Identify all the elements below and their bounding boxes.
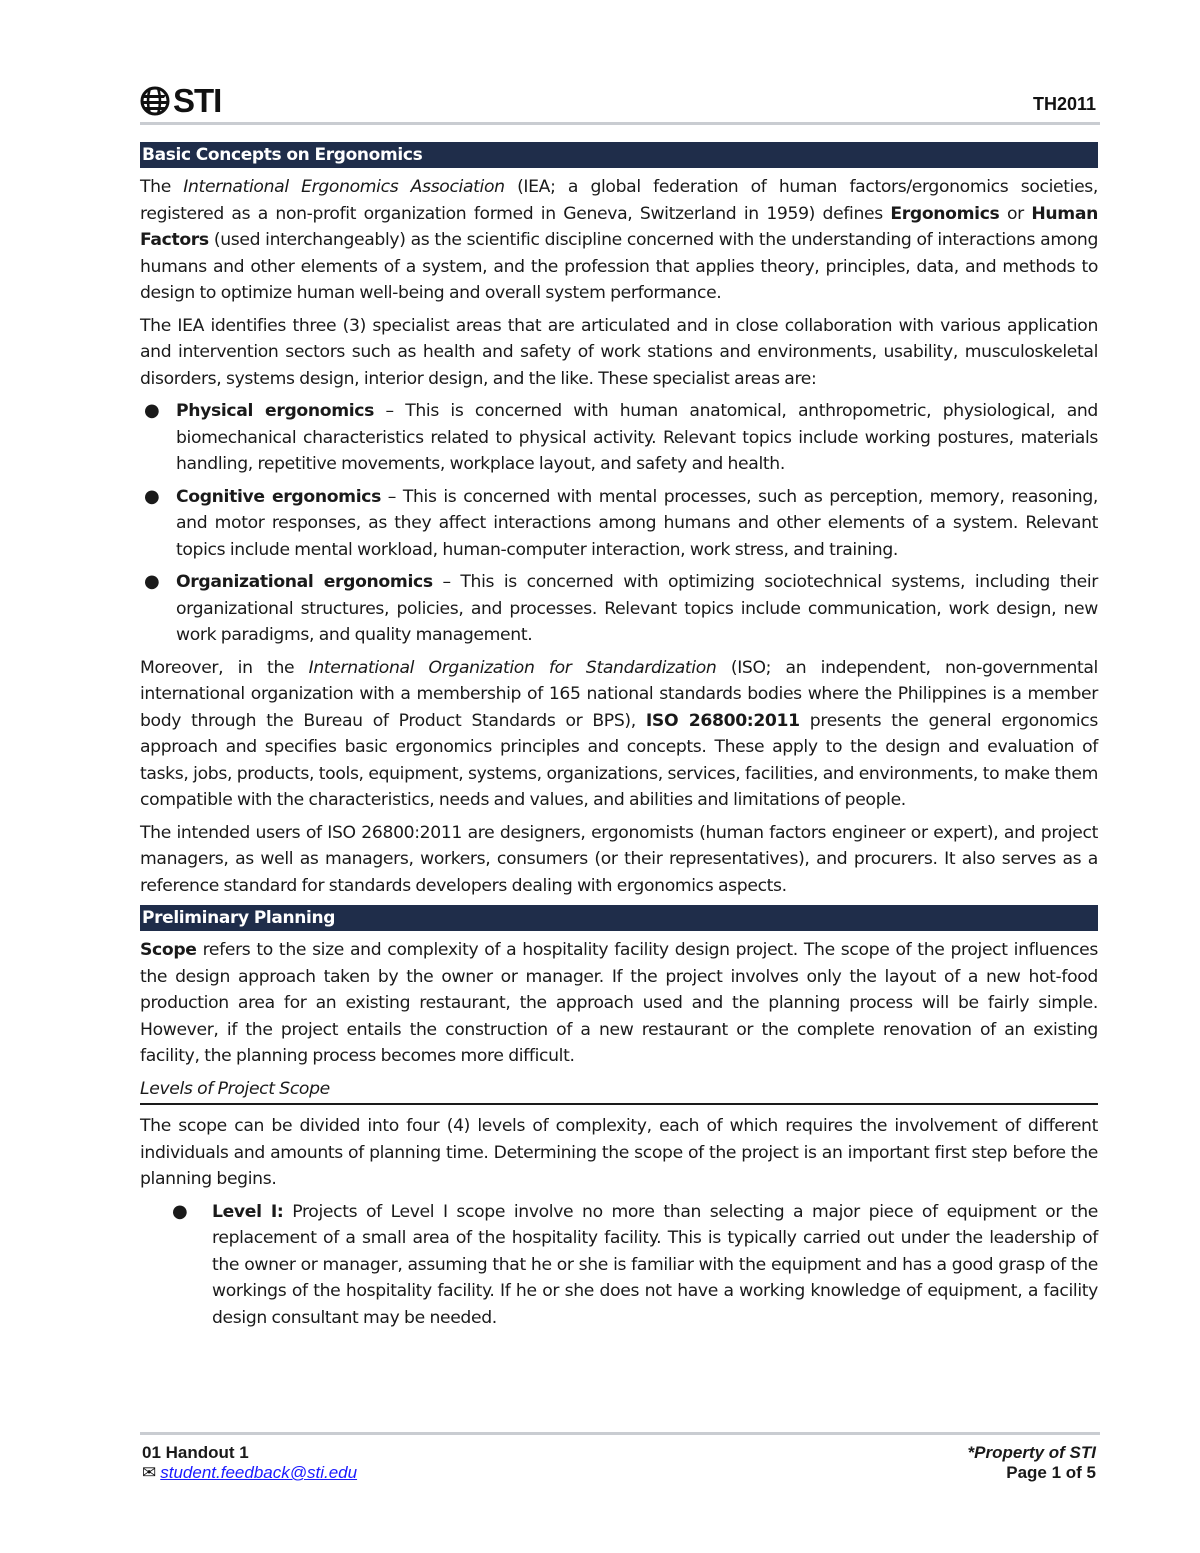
footer-right: [968, 1443, 1096, 1483]
list-item: [140, 484, 1098, 564]
bullet-term: Cognitive ergonomics: [176, 486, 381, 507]
subheading-levels-of-project-scope: Levels of Project Scope: [140, 1076, 1098, 1106]
footer-divider: [140, 1432, 1100, 1435]
list-item: [140, 398, 1098, 478]
text-run: or: [999, 203, 1032, 224]
bullet-text: – This is concerned with human anatomical, anthropometric, physiological, and biomechanical characteristics related to physical activity. Relevant topics include working postures, materials handling, repetitive movements, workplace layout, and safety and health.: [176, 401, 1098, 474]
iso-name: International Organization for Standardization: [308, 657, 717, 678]
section-heading-basic-concepts: Basic Concepts on Ergonomics: [140, 142, 1098, 168]
logo-text: STI: [173, 82, 222, 119]
sti-logo: [140, 84, 221, 118]
specialist-areas-list: [140, 398, 1098, 649]
bullet-text: – This is concerned with mental processes, such as perception, memory, reasoning, and motor responses, as they affect interactions among humans and other elements of a system. Relevant topics include mental workload, human-computer interaction, work stress, and training.: [176, 486, 1098, 560]
bullet-text: – This is concerned with optimizing sociotechnical systems, including their organizational structures, policies, and processes. Relevant topics include communication, work design, new work paradigms, and quality management.: [176, 572, 1098, 645]
page-footer: [140, 1443, 1100, 1483]
handout-label: 01 Handout 1: [142, 1443, 249, 1462]
bullet-icon: ●: [144, 571, 160, 592]
text-run: Moreover, in the: [140, 657, 309, 678]
globe-icon: [140, 85, 170, 117]
paragraph-intended-users: The intended users of ISO 26800:2011 are designers, ergonomists (human factors engineer or expert), and project managers, as well as managers, workers, consumers (or their representatives), and procurers. It also serves as a reference standard for standards developers dealing with ergonomics aspects.: [140, 822, 1098, 896]
feedback-email-link[interactable]: student.feedback@sti.edu: [160, 1463, 358, 1482]
scope-levels-list: [140, 1199, 1098, 1332]
bullet-icon: ●: [144, 400, 160, 421]
paragraph-scope: [140, 937, 1098, 1070]
paragraph-ergonomics-definition: [140, 174, 1098, 307]
bullet-term: Level I:: [212, 1201, 284, 1222]
paragraph-scope-levels: The scope can be divided into four (4) levels of complexity, each of which requires the involvement of different individuals and amounts of planning time. Determining the scope of the project is an important first step before the planning begins.: [140, 1116, 1098, 1189]
mail-icon: ✉: [142, 1463, 157, 1482]
section-heading-preliminary-planning: Preliminary Planning: [140, 905, 1098, 931]
bullet-icon: ●: [172, 1200, 188, 1222]
text-run: (IEA; a global federation of human factors/ergonomics societies, registered as a non-profit organization formed in Geneva, Switzerland in 1959) defines: [140, 177, 1099, 224]
text-run: (ISO; an independent, non-governmental international organization with a membership of 165 national standards bodies where the Philippines is a member body through the Bureau of Product Standards or BPS),: [140, 657, 1098, 731]
term-human-factors: Human Factors: [140, 203, 1098, 250]
term-scope: Scope: [140, 940, 197, 960]
bullet-term: Organizational ergonomics: [176, 572, 433, 592]
text-run: The: [140, 177, 184, 197]
iso-code: ISO 26800:2011: [645, 710, 800, 731]
text-run: presents the general ergonomics approach and specifies basic ergonomics principles and concepts. These apply to the design and evaluation of tasks, jobs, products, tools, equipment, systems, organizations, services, facilities, and environments, to make them compatible with the characteristics, needs and values, and abilities and limitations of people.: [140, 710, 1098, 810]
bullet-text: Projects of Level I scope involve no more than selecting a major piece of equipment or the replacement of a small area of the hospitality facility. This is typically carried out under the leadership of the owner or manager, assuming that he or she is familiar with the equipment and has a good grasp of the workings of the hospitality facility. If he or she does not have a working knowledge of equipment, a facility design consultant may be needed.: [212, 1201, 1098, 1328]
paragraph-specialist-areas: The IEA identifies three (3) specialist areas that are articulated and in close collaboration with various application and intervention sectors such as health and safety of work stations and environments, usability, musculoskeletal disorders, systems design, interior design, and the like. These specialist areas are:: [140, 315, 1098, 389]
page-header: [140, 80, 1100, 122]
property-label: *Property of STI: [967, 1443, 1096, 1462]
footer-email-row: [142, 1463, 357, 1483]
text-run: (used interchangeably) as the scientific discipline concerned with the understanding of interactions among humans and other elements of a system, and the profession that applies theory, principles, data, and methods to design to optimize human well-being and overall system performance.: [140, 230, 1098, 303]
handout-content: [140, 142, 1098, 1337]
header-divider: [140, 122, 1100, 125]
list-item: [140, 1199, 1098, 1332]
bullet-term: Physical ergonomics: [176, 401, 375, 421]
page-number: Page 1 of 5: [1006, 1463, 1096, 1482]
list-item: [140, 569, 1098, 649]
term-ergonomics: Ergonomics: [890, 203, 1000, 224]
text-run: refers to the size and complexity of a hospitality facility design project. The scope of the project influences the design approach taken by the owner or manager. If the project involves only the layout of a new hot-food production area for an existing restaurant, the approach used and the planning process will be fairly simple. However, if the project entails the construction of a new restaurant or the complete renovation of an existing facility, the planning process becomes more difficult.: [140, 940, 1098, 1066]
iea-name: International Ergonomics Association: [183, 177, 505, 197]
paragraph-iso: [140, 655, 1098, 814]
course-code: TH2011: [1032, 94, 1096, 114]
footer-left: [142, 1443, 357, 1483]
bullet-icon: ●: [144, 485, 160, 507]
